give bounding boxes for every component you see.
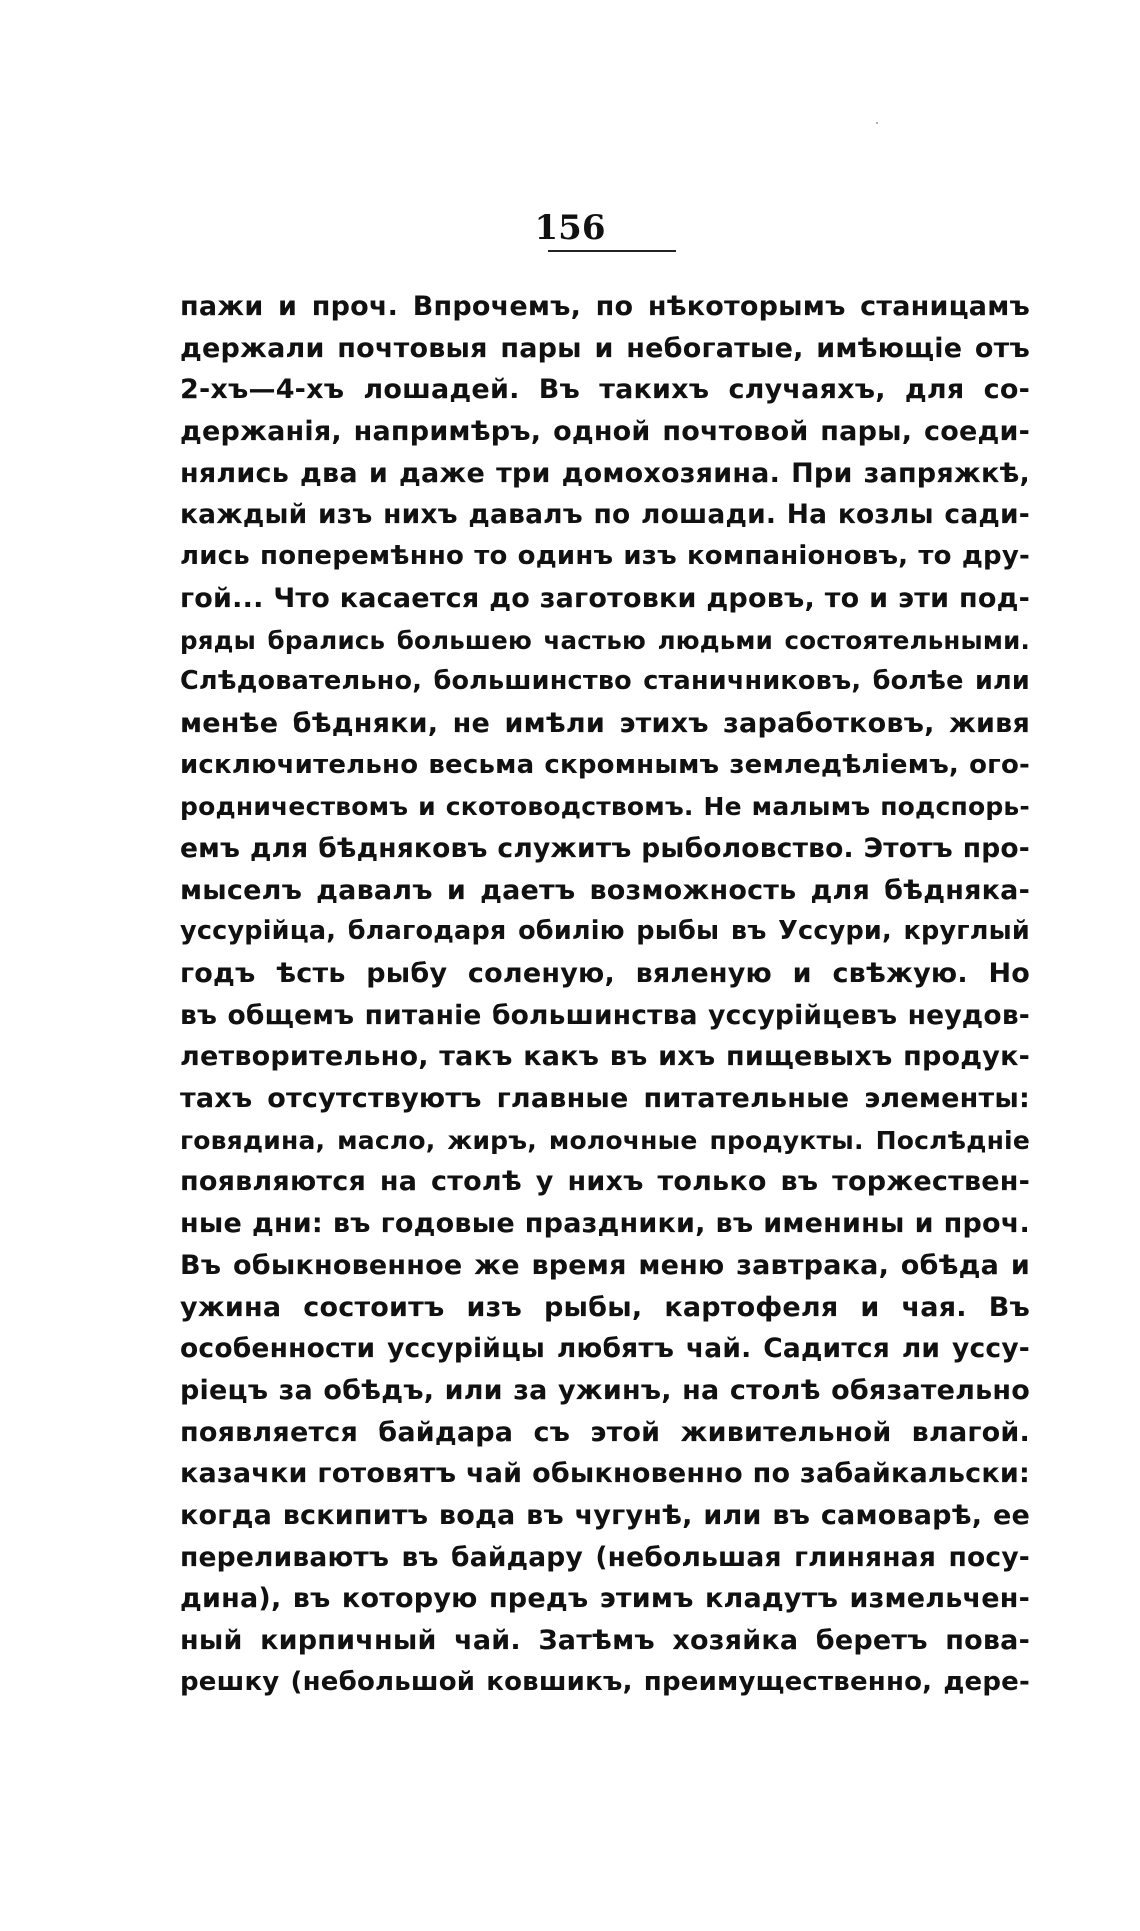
text-line: ные дни: въ годовые праздники, въ именины и проч. [180,1208,1030,1240]
text-line: уссурійца, благодаря обилію рыбы въ Уссури, круглый [180,916,1030,947]
text-line: переливаютъ въ байдару (небольшая глиняная посу- [180,1541,1030,1573]
text-line: держали почтовыя пары и небогатые, имѣющіе отъ [180,332,1030,364]
page-number-rule [548,250,676,252]
text-line: решку (небольшой ковшикъ, преимущественно, дере- [180,1666,1030,1697]
text-line: емъ для бѣдняковъ служитъ рыболовство. Этотъ про- [180,832,1030,864]
text-line: менѣе бѣдняки, не имѣли этихъ заработковъ, живя [180,707,1030,739]
text-line: исключительно весьма скромнымъ земледѣліемъ, ого- [180,749,1030,780]
text-line: каждый изъ нихъ давалъ по лошади. На козлы сади- [180,499,1030,531]
text-line: появляются на столѣ у нихъ только въ торжествен- [180,1166,1030,1198]
text-line: говядина, масло, жиръ, молочные продукты. Послѣдніе [180,1125,1030,1155]
paper-speck [876,122,878,124]
text-line: ный кирпичный чай. Затѣмъ хозяйка беретъ пова- [180,1625,1030,1656]
text-line: ряды брались большею частью людьми состоятельными. [180,625,1030,655]
text-line: годъ ѣсть рыбу соленую, вяленую и свѣжую. Но [180,958,1030,989]
text-line: лись поперемѣнно то одинъ изъ компаніоновъ, то дру- [180,541,1030,572]
text-line: появляется байдара съ этой живительной влагой. [180,1416,1030,1448]
text-line: ужина состоитъ изъ рыбы, картофеля и чая. Въ [180,1291,1030,1323]
text-line: гой... Что касается до заготовки дровъ, то и эти под- [180,582,1030,614]
text-line: 2-хъ—4-хъ лошадей. Въ такихъ случаяхъ, для со- [180,374,1030,406]
text-line: мыселъ давалъ и даетъ возможность для бѣдняка- [180,874,1030,906]
text-line: тахъ отсутствуютъ главные питательные элементы: [180,1083,1030,1115]
text-line: Слѣдовательно, большинство станичниковъ, болѣе или [180,666,1030,697]
text-line: родничествомъ и скотоводствомъ. Не малымъ подспорь- [180,792,1030,822]
text-line: Въ обыкновенное же время меню завтрака, обѣда и [180,1249,1030,1281]
text-line: когда вскипитъ вода въ чугунѣ, или въ самоварѣ, ее [180,1499,1030,1531]
text-line: особенности уссурійцы любятъ чай. Садится ли уссу- [180,1333,1030,1365]
text-line: летворительно, такъ какъ въ ихъ пищевыхъ продук- [180,1041,1030,1073]
text-line: нялись два и даже три домохозяина. При запряжкѣ, [180,457,1030,489]
text-line: дина), въ которую предъ этимъ кладутъ измельчен- [180,1583,1030,1615]
text-line: держанія, напримѣръ, одной почтовой пары, соеди- [180,416,1030,448]
text-line: казачки готовятъ чай обыкновенно по забайкальски: [180,1458,1030,1490]
text-line: пажи и проч. Впрочемъ, по нѣкоторымъ станицамъ [180,291,1030,322]
text-line: ріецъ за обѣдъ, или за ужинъ, на столѣ обязательно [180,1374,1030,1406]
text-line: въ общемъ питаніе большинства уссурійцевъ неудов- [180,999,1030,1031]
page-number: 156 [534,208,606,248]
body-text [180,286,1030,1703]
